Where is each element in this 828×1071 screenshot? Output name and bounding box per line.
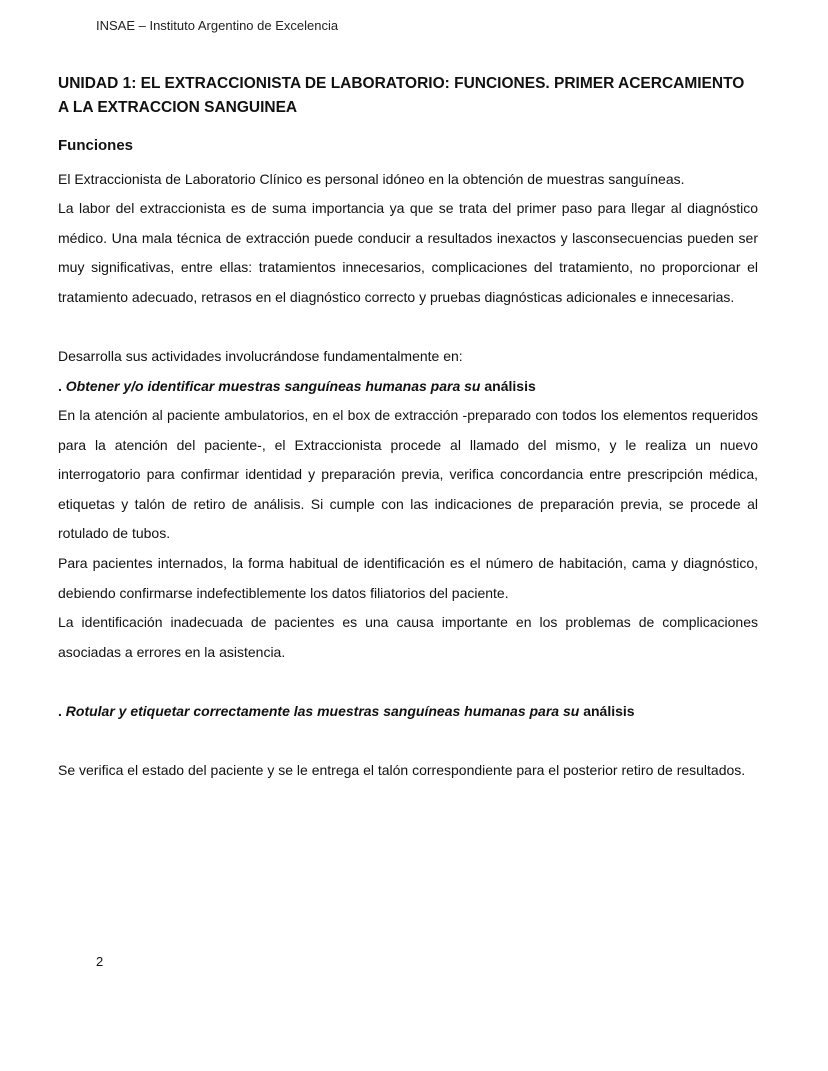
page-number: 2	[96, 954, 104, 969]
running-header: INSAE – Instituto Argentino de Excelencia	[96, 18, 339, 33]
item-bullet: .	[58, 703, 66, 720]
paragraph-ambulatory: En la atención al paciente ambulatorios, en el box de extracción -preparado con todos los elementos requeridos para la atención del paciente-, el Extraccionista procede al llamado del mismo, y le realiza un nuevo interrogatorio para confirmar identidad y preparación previa, verifica concordancia entre prescripción médica, etiquetas y talón de retiro de análisis. Si cumple con las indicaciones de preparación previa, se procede al rotulado de tubos.	[58, 406, 758, 542]
paragraph-activities: Desarrolla sus actividades involucrándose fundamentalmente en:	[58, 348, 463, 365]
unit-title: UNIDAD 1: EL EXTRACCIONISTA DE LABORATORIO: FUNCIONES. PRIMER ACERCAMIENTO A LA EXTRACCION SANGUINEA	[58, 75, 745, 116]
page-body	[58, 72, 758, 786]
paragraph-intro: El Extraccionista de Laboratorio Clínico es personal idóneo en la obtención de muestras sanguíneas.	[58, 171, 685, 187]
item-italic-text: Obtener y/o identificar muestras sanguíneas humanas para su	[65, 377, 481, 394]
item-tail-text: análisis	[579, 703, 635, 720]
paragraph-inpatients: Para pacientes internados, la forma habitual de identificación es el número de habitación, cama y diagnóstico, debiendo confirmarse indefectiblemente los datos filiatorios del paciente.	[58, 554, 758, 601]
section-heading: Funciones	[58, 137, 134, 154]
spacer	[58, 667, 758, 697]
item-tail-text: análisis	[480, 377, 536, 394]
item-bullet: .	[58, 377, 66, 394]
paragraph-importance: La labor del extraccionista es de suma importancia ya que se trata del primer paso para llegar al diagnóstico médico. Una mala técnica de extracción puede conducir a resultados inexactos y lasconsecuencias pueden ser muy significativas, entre ellas: tratamientos innecesarios, complicaciones del tratamiento, no proporcionar el tratamiento adecuado, retrasos en el diagnóstico correcto y pruebas diagnósticas adicionales e innecesarias.	[58, 200, 758, 305]
spacer	[58, 726, 758, 756]
activity-item-2	[58, 697, 758, 726]
spacer	[58, 312, 758, 342]
activity-item-1	[58, 372, 758, 401]
item-italic-text: Rotular y etiquetar correctamente las muestras sanguíneas humanas para su	[65, 703, 580, 720]
paragraph-verification: Se verifica el estado del paciente y se le entrega el talón correspondiente para el posterior retiro de resultados.	[58, 762, 746, 779]
paragraph-identification: La identificación inadecuada de pacientes es una causa importante en los problemas de complicaciones asociadas a errores en la asistencia.	[58, 614, 758, 660]
